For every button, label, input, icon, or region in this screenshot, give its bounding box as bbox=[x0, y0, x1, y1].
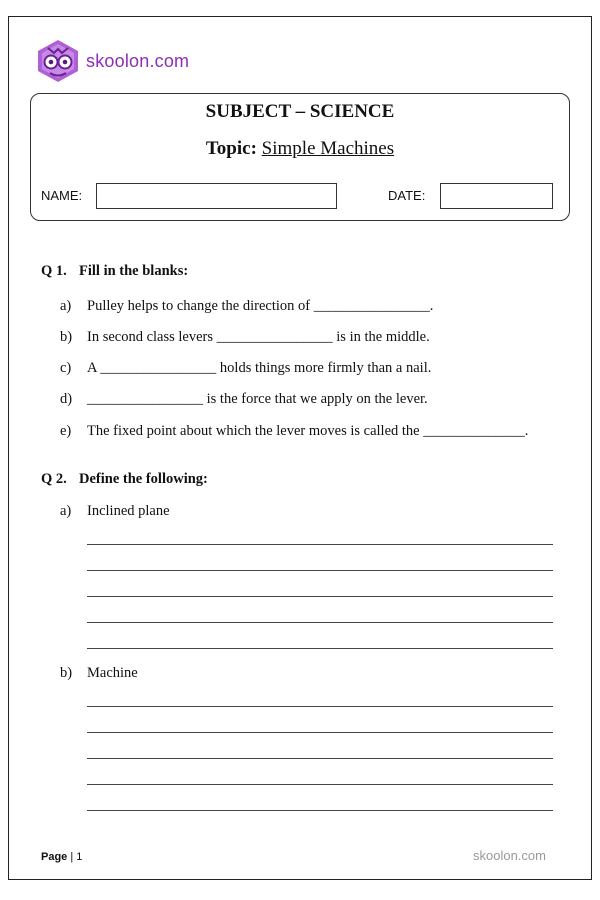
answer-line[interactable] bbox=[87, 810, 553, 811]
question-2-heading bbox=[41, 471, 208, 488]
topic-value: Simple Machines bbox=[261, 138, 395, 159]
question-title: Fill in the blanks: bbox=[79, 263, 189, 279]
item-text: Pulley helps to change the direction of ________________. bbox=[87, 298, 434, 314]
answer-line[interactable] bbox=[87, 570, 553, 571]
question-number: Q 2. bbox=[41, 471, 67, 487]
item-marker: b) bbox=[60, 665, 73, 681]
item-marker: a) bbox=[60, 298, 72, 314]
item-text: Machine bbox=[87, 665, 138, 681]
page-separator: | bbox=[70, 851, 74, 863]
item-text: The fixed point about which the lever moves is called the ______________. bbox=[87, 423, 529, 439]
answer-line[interactable] bbox=[87, 596, 553, 597]
item-marker: a) bbox=[60, 503, 72, 519]
name-field[interactable] bbox=[96, 183, 337, 209]
answer-line[interactable] bbox=[87, 732, 553, 733]
question-number: Q 1. bbox=[41, 263, 67, 279]
answer-line[interactable] bbox=[87, 544, 553, 545]
footer-site-text: skoolon.com bbox=[473, 848, 546, 863]
answer-line[interactable] bbox=[87, 648, 553, 649]
owl-book-icon bbox=[34, 38, 82, 84]
answer-line[interactable] bbox=[87, 622, 553, 623]
item-marker: d) bbox=[60, 391, 73, 407]
brand-logo-text: skoolon.com bbox=[86, 51, 190, 71]
topic-label: Topic: bbox=[205, 138, 257, 159]
item-marker: c) bbox=[60, 360, 72, 376]
item-text: In second class levers ________________ is in the middle. bbox=[87, 329, 430, 345]
question-title: Define the following: bbox=[79, 471, 208, 487]
item-text: ________________ is the force that we apply on the lever. bbox=[87, 391, 428, 407]
page-number bbox=[41, 851, 82, 863]
item-text: A ________________ holds things more firmly than a nail. bbox=[87, 360, 432, 376]
item-marker: e) bbox=[60, 423, 72, 439]
item-text: Inclined plane bbox=[87, 503, 170, 519]
page-number-value: 1 bbox=[76, 851, 83, 863]
answer-line[interactable] bbox=[87, 784, 553, 785]
date-field[interactable] bbox=[440, 183, 553, 209]
page-label: Page bbox=[41, 851, 68, 863]
subject-title: SUBJECT – SCIENCE bbox=[205, 101, 395, 122]
topic-line bbox=[0, 138, 600, 160]
name-label: NAME: bbox=[41, 188, 83, 203]
question-1-heading bbox=[41, 263, 188, 280]
item-marker: b) bbox=[60, 329, 73, 345]
answer-line[interactable] bbox=[87, 758, 553, 759]
date-label: DATE: bbox=[388, 188, 426, 203]
answer-line[interactable] bbox=[87, 706, 553, 707]
